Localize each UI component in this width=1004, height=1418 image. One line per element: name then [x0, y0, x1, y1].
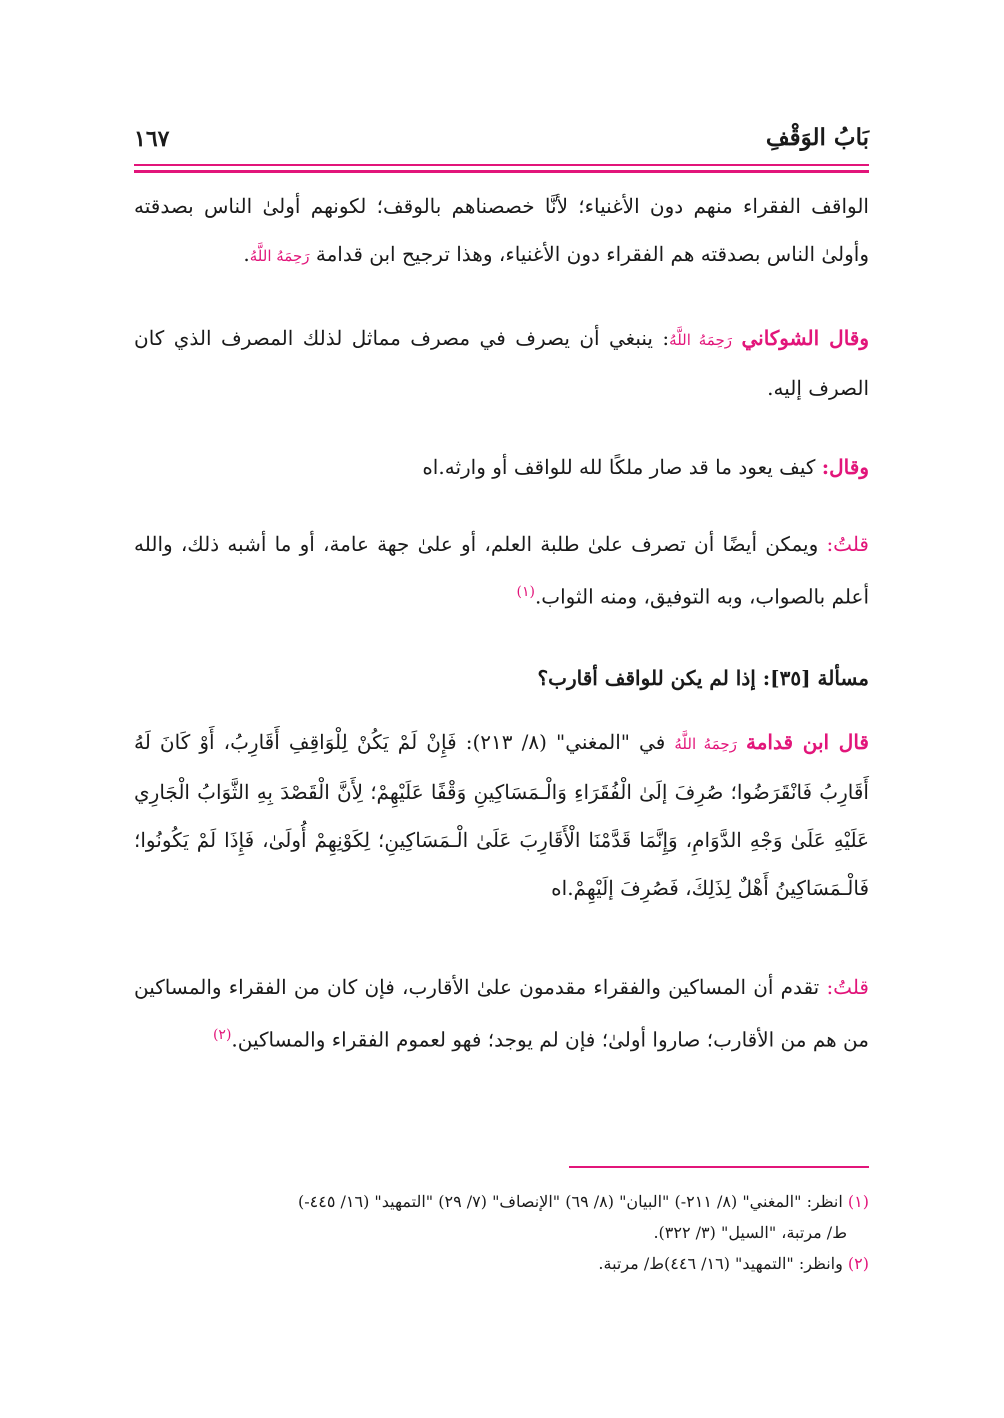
- footnote-1-line-2: ط/ مرتبة، "السيل" (٣/ ٣٢٢).: [653, 1223, 847, 1242]
- speaker-name: وقال الشوكاني: [741, 326, 870, 350]
- paragraph-2-text: : ينبغي أن يصرف في مصرف مماثل لذلك المصرف الذي كان الصرف إليه.: [134, 326, 869, 400]
- paragraph-4: [134, 520, 869, 621]
- footnote-ref-2: (٢): [212, 1027, 232, 1043]
- honorific-mark: رَحِمَهُ اللَّهُ: [249, 247, 310, 265]
- paragraph-1-text: الواقف الفقراء منهم دون الأغنياء؛ لأنَّا خصصناهم بالوقف؛ لكونهم أولىٰ الناس بصدقته وأولىٰ الناس بصدقته هم الفقراء دون الأغنياء، وهذا ترجيح ابن قدامة: [134, 194, 869, 266]
- footnote-2: [134, 1248, 869, 1279]
- honorific-mark: رَحِمَهُ اللَّهُ: [669, 331, 732, 349]
- qultu-label: قلتُ:: [826, 532, 869, 556]
- footnote-1-line-1: انظر: "المغني" (٨/ ٢١١-) "البيان" (٨/ ٦٩) "الإنصاف" (٧/ ٢٩) "التمهيد" (١٦/ ٤٤٥-): [297, 1192, 848, 1211]
- paragraph-1: [134, 182, 869, 280]
- footnote-divider: [569, 1166, 869, 1168]
- paragraph-5: [134, 718, 869, 912]
- footnote-1-number: (١): [847, 1192, 869, 1211]
- paragraph-3-text: كيف يعود ما قد صار ملكًا لله للواقف أو وارثه.اه: [422, 455, 822, 479]
- issue-heading: مسألة [٣٥]: إذا لم يكن للواقف أقارب؟: [537, 666, 869, 690]
- paragraph-4-text: ويمكن أيضًا أن تصرف علىٰ طلبة العلم، أو علىٰ جهة عامة، أو ما أشبه ذلك، والله أعلم بالصواب، وبه التوفيق، ومنه الثواب.: [134, 532, 869, 609]
- speaker-name: قال ابن قدامة: [746, 730, 869, 754]
- footnote-1: [134, 1186, 869, 1217]
- paragraph-6: [134, 963, 869, 1064]
- chapter-title: بَابُ الوَقْفِ: [765, 124, 869, 151]
- page-header: [134, 118, 869, 164]
- qultu-label: قلتُ:: [826, 975, 869, 999]
- header-rule-thin: [134, 164, 869, 166]
- honorific-mark: رَحِمَهُ اللَّهُ: [674, 735, 737, 753]
- page-number: ١٦٧: [134, 126, 170, 152]
- paragraph-3: [134, 443, 869, 491]
- header-rule-thick: [134, 170, 869, 173]
- paragraph-2: [134, 314, 869, 412]
- speaker-name: وقال:: [821, 455, 869, 479]
- footnotes: [134, 1186, 869, 1279]
- paragraph-1-end: .: [243, 242, 250, 266]
- footnote-2-number: (٢): [847, 1254, 869, 1273]
- paragraph-6-text: تقدم أن المساكين والفقراء مقدمون علىٰ الأقارب، فإن كان من الفقراء والمساكين من هم من الأقارب؛ صاروا أولىٰ؛ فإن لم يوجد؛ فهو لعموم الفقراء والمساكين.: [134, 975, 869, 1052]
- footnote-ref-1: (١): [516, 584, 535, 600]
- footnote-2-line-1: وانظر: "التمهيد" (١٦/ ٤٤٦)ط/ مرتبة.: [598, 1254, 848, 1273]
- paragraph-5-text: في "المغني" (٨/ ٢١٣): فَإِنْ لَمْ يَكُنْ لِلْوَاقِفِ أَقَارِبُ، أَوْ كَانَ لَهُ أَقَارِبُ فَانْقَرَضُوا؛ صُرِفَ إلَىٰ الْفُقَرَاءِ وَالْـمَسَاكِينِ وَقْفًا عَلَيْهِمْ؛ لِأَنَّ الْقَصْدَ بِهِ الثَّوَابُ الْجَارِي عَلَيْهِ عَلَىٰ وَجْهِ الدَّوَامِ، وَإِنَّمَا قَدَّمْنَا الْأَقَارِبَ عَلَىٰ الْـمَسَاكِينِ؛ لِكَوْنِهِمْ أُولَىٰ، فَإِذَا لَمْ يَكُونُوا؛ فَالْـمَسَاكِينُ أَهْلٌ لِذَلِكَ، فَصُرِفَ إلَيْهِمْ.اه: [134, 730, 870, 900]
